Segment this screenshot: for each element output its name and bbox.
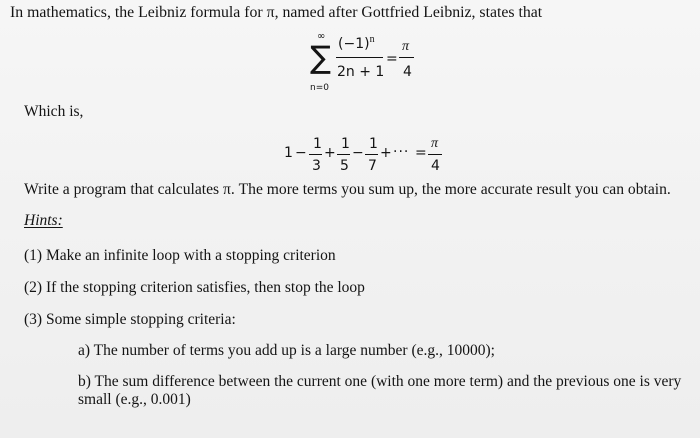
task-instruction: Write a program that calculates π. The more terms you sum up, the more accurate result you can obtain. bbox=[24, 181, 671, 198]
expanded-one: 1 bbox=[284, 145, 293, 161]
hint-2: (2) If the stopping criterion satisfies, then stop the loop bbox=[24, 279, 365, 296]
fifth-denominator: 5 bbox=[340, 158, 349, 174]
series-rhs-pi: π bbox=[402, 39, 410, 54]
series-rhs-fraction-bar bbox=[399, 57, 414, 58]
seventh-numerator: 1 bbox=[369, 136, 378, 152]
series-numerator bbox=[338, 36, 375, 54]
series-numerator-exponent: n bbox=[369, 34, 375, 45]
fifth-numerator: 1 bbox=[341, 136, 350, 152]
sum-lower-limit: n=0 bbox=[310, 83, 329, 93]
third-numerator: 1 bbox=[313, 136, 322, 152]
sum-upper-limit: ∞ bbox=[317, 31, 326, 42]
hint-3: (3) Some simple stopping criteria: bbox=[24, 311, 236, 328]
expanded-rhs-four: 4 bbox=[431, 158, 440, 174]
seventh-denominator: 7 bbox=[368, 158, 377, 174]
series-equals-sign: = bbox=[386, 51, 398, 67]
expanded-plus-2: + bbox=[380, 145, 392, 161]
series-rhs-four: 4 bbox=[403, 64, 412, 80]
expanded-rhs-pi: π bbox=[431, 136, 439, 151]
expanded-equals-sign: = bbox=[415, 145, 427, 161]
criterion-b-line-2: small (e.g., 0.001) bbox=[78, 391, 191, 408]
which-is-label: Which is, bbox=[24, 103, 84, 120]
criterion-b-line-1: b) The sum difference between the current one (with one more term) and the previous one is very bbox=[78, 373, 682, 390]
hint-1: (1) Make an infinite loop with a stopping criterion bbox=[24, 247, 336, 264]
summation-symbol: ∑ bbox=[310, 40, 331, 76]
hints-heading: Hints: bbox=[24, 212, 63, 229]
criterion-a: a) The number of terms you add up is a large number (e.g., 10000); bbox=[78, 342, 495, 359]
expanded-plus-1: + bbox=[324, 145, 336, 161]
expanded-ellipsis: ··· bbox=[393, 144, 410, 160]
expanded-rhs-fraction-bar bbox=[428, 154, 442, 155]
series-fraction-bar bbox=[336, 57, 383, 58]
third-denominator: 3 bbox=[312, 158, 321, 174]
intro-text: In mathematics, the Leibniz formula for π, named after Gottfried Leibniz, states that bbox=[10, 4, 543, 21]
seventh-fraction-bar bbox=[365, 154, 378, 155]
expanded-minus-2: − bbox=[352, 145, 364, 161]
fifth-fraction-bar bbox=[337, 154, 350, 155]
series-numerator-base: (−1) bbox=[338, 36, 370, 52]
expanded-minus-1: − bbox=[295, 145, 307, 161]
series-denominator: 2n + 1 bbox=[337, 64, 385, 80]
third-fraction-bar bbox=[309, 154, 322, 155]
